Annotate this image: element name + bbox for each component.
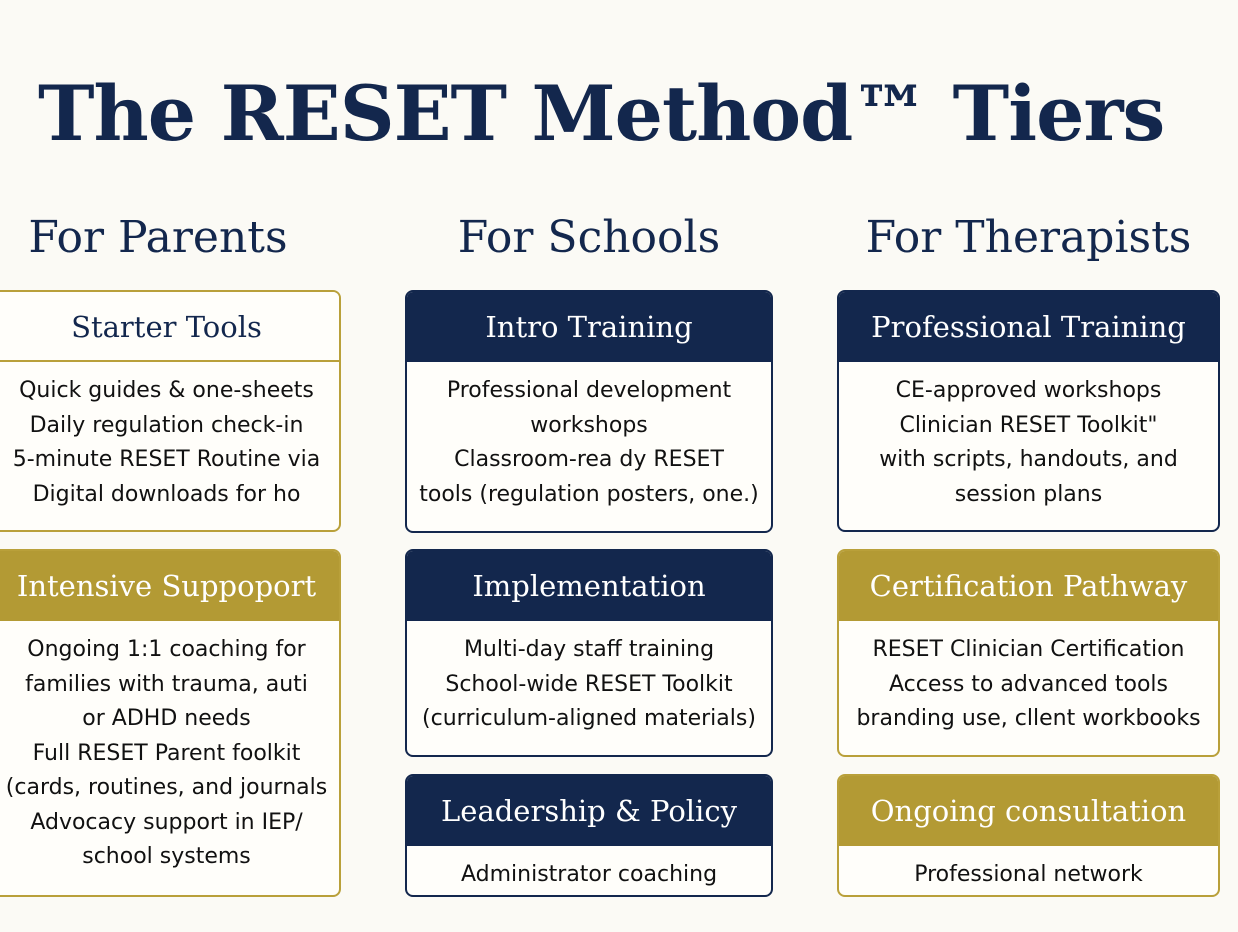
feature-line: Administrator coaching — [460, 862, 718, 887]
feature-line: Quick guides & one-sheets — [19, 378, 314, 403]
feature-line: RESET Clinician Certification — [872, 637, 1185, 662]
tier-card-body — [407, 362, 771, 512]
feature-line: workshops — [530, 412, 648, 438]
page-title: The RESET Method™ Tiers — [38, 69, 1165, 158]
tier-card-title: Implementation — [407, 551, 771, 621]
tier-card-body — [0, 621, 339, 875]
feature-line: (curriculum-aligned materials) — [422, 706, 756, 731]
column-heading-schools: For Schools — [457, 212, 721, 263]
feature-line: Professional development — [446, 378, 732, 403]
tier-card-title: Intro Training — [407, 292, 771, 362]
tier-card-body — [839, 621, 1218, 737]
tier-card-title: Certification Pathway — [839, 551, 1218, 621]
tier-card-body — [839, 362, 1218, 512]
feature-line: Digital downloads for ho — [32, 481, 301, 507]
feature-line: tools (regulation posters, one.) — [419, 481, 759, 507]
tier-card-ongoing-consultation — [837, 774, 1220, 897]
feature-line: Multi-day staff training — [463, 637, 715, 662]
feature-line: Daily regulation check-in — [29, 412, 304, 438]
tier-card-title: Ongoing consultation — [839, 776, 1218, 846]
tier-card-title: Professional Training — [839, 292, 1218, 362]
column-heading-therapists: For Therapists — [865, 212, 1192, 263]
tier-card-title: Starter Tools — [0, 292, 339, 362]
feature-line: Ongoing 1:1 coaching for — [27, 637, 306, 662]
feature-line: Access to advanced tools — [889, 671, 1168, 697]
tier-card-body — [839, 846, 1218, 893]
feature-line: Advocacy support in IEP/ — [30, 809, 303, 835]
tier-card-body — [407, 846, 771, 893]
feature-line: or ADHD needs — [82, 706, 251, 731]
feature-line: with scripts, handouts, and — [879, 447, 1178, 472]
tier-card-intensive-support — [0, 549, 341, 897]
feature-line: Full RESET Parent foolkit — [32, 740, 301, 766]
tier-card-body — [407, 621, 771, 737]
tier-card-intro-training — [405, 290, 773, 533]
feature-line: 5-minute RESET Routine via — [12, 447, 321, 472]
tier-card-leadership-policy — [405, 774, 773, 897]
feature-line: Clinician RESET Toolkit" — [899, 412, 1158, 438]
tier-card-title: Leadership & Policy — [407, 776, 771, 846]
tier-card-certification-pathway — [837, 549, 1220, 757]
tier-card-body — [0, 362, 339, 512]
feature-line: CE-approved workshops — [895, 378, 1162, 403]
tier-card-implementation — [405, 549, 773, 757]
column-heading-parents: For Parents — [28, 212, 288, 263]
feature-line: school systems — [82, 844, 251, 869]
feature-line: branding use, cllent workbooks — [856, 706, 1201, 731]
tier-card-starter-tools — [0, 290, 341, 532]
tier-card-professional-training — [837, 290, 1220, 532]
feature-line: session plans — [954, 481, 1103, 507]
feature-line: families with trauma, auti — [25, 671, 308, 697]
feature-line: Professional network — [914, 862, 1143, 887]
feature-line: (cards, routines, and journals — [5, 775, 328, 800]
tier-card-title: Intensive Suppoport — [0, 551, 339, 621]
feature-line: School-wide RESET Toolkit — [445, 671, 733, 697]
feature-line: Classroom-rea dy RESET — [454, 447, 724, 472]
